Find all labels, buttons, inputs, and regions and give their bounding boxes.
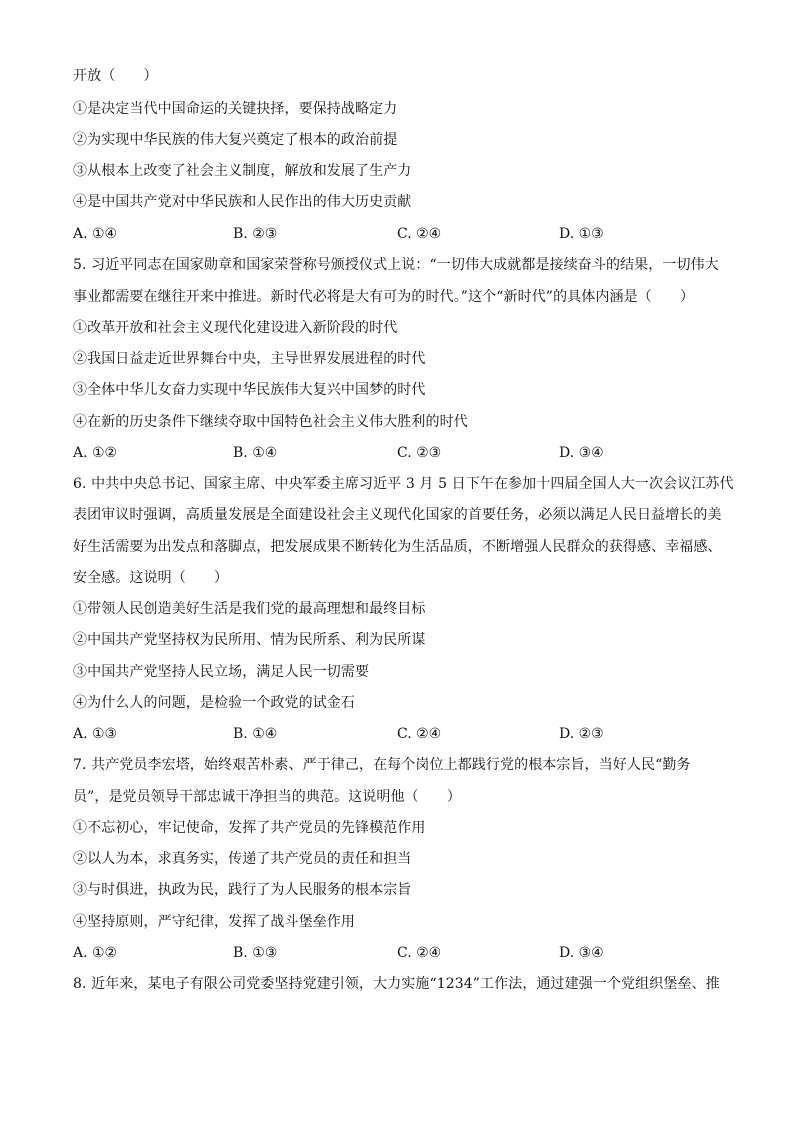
q6-option-a: A. ①③	[73, 726, 118, 742]
q5-options	[73, 444, 733, 462]
q7-stem-line-1: 7. 共产党员李宏塔，始终艰苦朴素、严于律己，在每个岗位上都践行党的根本宗旨，当好人民“勤务	[73, 757, 691, 773]
q8-stem-line-1: 8. 近年来，某电子有限公司党委坚持党建引领，大力实施“1234”工作法，通过建强一个党组织堡垒、推	[73, 976, 720, 992]
q7-statement-2: ②以人为本，求真务实，传递了共产党员的责任和担当	[73, 851, 412, 867]
q5-option-b: B. ①④	[233, 445, 278, 461]
q5-statement-1: ①改革开放和社会主义现代化建设进入新阶段的时代	[73, 320, 398, 336]
q7-option-d: D. ③④	[559, 945, 604, 961]
q4-statement-1: ①是决定当代中国命运的关键抉择，要保持战略定力	[73, 101, 398, 117]
q5-option-a: A. ①②	[73, 445, 118, 461]
q5-stem-line-1: 5. 习近平同志在国家勋章和国家荣誉称号颁授仪式上说：“一切伟大成就都是接续奋斗的结果，一切伟大	[73, 257, 719, 273]
q7-stem-line-2: 员”，是党员领导干部忠诚干净担当的典范。这说明他（ ）	[73, 789, 461, 805]
q4-statement-4: ④是中国共产党对中华民族和人民作出的伟大历史贡献	[73, 194, 412, 210]
q6-statement-3: ③中国共产党坚持人民立场，满足人民一切需要	[73, 664, 370, 680]
q4-statement-3: ③从根本上改变了社会主义制度，解放和发展了生产力	[73, 163, 412, 179]
q4-option-b: B. ②③	[233, 226, 278, 242]
q4-option-d: D. ①③	[559, 226, 604, 242]
q7-statement-3: ③与时俱进，执政为民，践行了为人民服务的根本宗旨	[73, 882, 412, 898]
q4-option-a: A. ①④	[73, 226, 118, 242]
q6-statement-4: ④为什么人的问题，是检验一个政党的试金石	[73, 695, 355, 711]
q5-statement-4: ④在新的历史条件下继续夺取中国特色社会主义伟大胜利的时代	[73, 414, 468, 430]
q4-statement-2: ②为实现中华民族的伟大复兴奠定了根本的政治前提	[73, 132, 398, 148]
q4-option-c: C. ②④	[397, 226, 442, 242]
q5-statement-3: ③全体中华儿女奋力实现中华民族伟大复兴中国梦的时代	[73, 382, 426, 398]
q7-statement-4: ④坚持原则，严守纪律，发挥了战斗堡垒作用	[73, 914, 355, 930]
q6-stem-line-4: 安全感。这说明（ ）	[73, 570, 229, 586]
q6-options	[73, 725, 733, 743]
q6-stem-line-2: 表团审议时强调，高质量发展是全面建设社会主义现代化国家的首要任务，必须以满足人民日益增长的美	[73, 507, 722, 523]
q7-statement-1: ①不忘初心，牢记使命，发挥了共产党员的先锋模范作用	[73, 820, 426, 836]
q6-stem-line-3: 好生活需要为出发点和落脚点，把发展成果不断转化为生活品质，不断增强人民群众的获得感、幸福感、	[73, 539, 722, 555]
q6-stem-line-1: 6. 中共中央总书记、国家主席、中央军委主席习近平 3 月 5 日下午在参加十四届全国人大一次会议江苏代	[73, 476, 734, 492]
q7-option-a: A. ①②	[73, 945, 118, 961]
q6-option-b: B. ①④	[233, 726, 278, 742]
q6-option-c: C. ②④	[397, 726, 442, 742]
q6-statement-1: ①带领人民创造美好生活是我们党的最高理想和最终目标	[73, 601, 426, 617]
q7-options	[73, 944, 733, 962]
q7-option-b: B. ①③	[233, 945, 278, 961]
q5-stem-line-2: 事业都需要在继往开来中推进。新时代必将是大有可为的时代。”这个“新时代”的具体内涵是（ ）	[73, 289, 695, 305]
q7-option-c: C. ②④	[397, 945, 442, 961]
q4-options	[73, 225, 733, 243]
q6-statement-2: ②中国共产党坚持权为民所用、情为民所系、利为民所谋	[73, 632, 426, 648]
q5-option-d: D. ③④	[559, 445, 604, 461]
q5-statement-2: ②我国日益走近世界舞台中央，主导世界发展进程的时代	[73, 351, 426, 367]
q6-option-d: D. ②③	[559, 726, 604, 742]
q5-option-c: C. ②③	[397, 445, 442, 461]
q4-stem-tail: 开放（ ）	[73, 68, 158, 84]
